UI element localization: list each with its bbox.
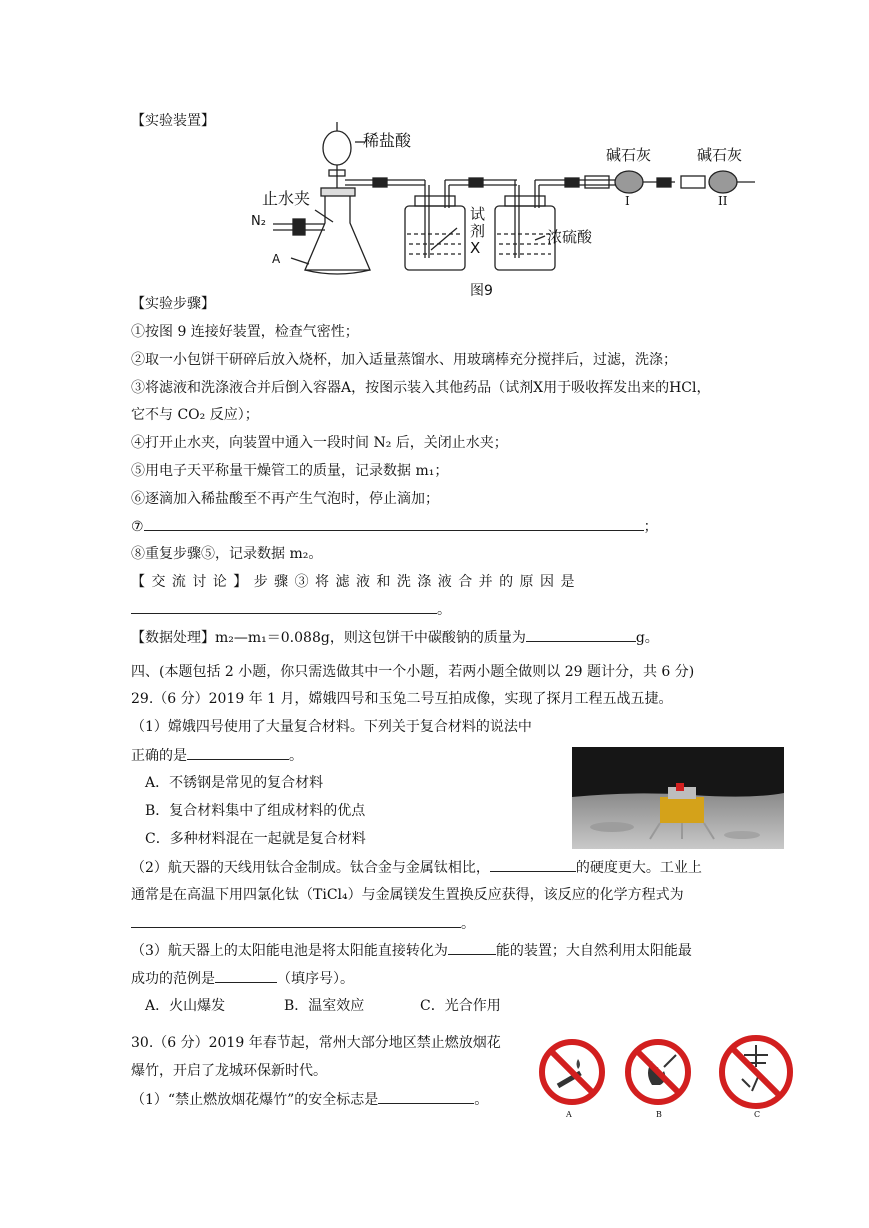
q29-option-a: A．不锈钢是常见的复合材料	[145, 775, 324, 791]
label-clamp: 止水夹	[262, 189, 311, 208]
lunar-lander-photo	[572, 747, 784, 849]
q29-3-line-1	[131, 940, 692, 961]
sign-label-b: B	[656, 1110, 662, 1119]
step-3: ③将滤液和洗涤液合并后倒入容器A，按图示装入其他药品（试剂X用于吸收挥发出来的HCl，	[131, 380, 711, 396]
steps-heading: 【实验步骤】	[131, 296, 215, 312]
no-fireworks-sign-icon	[716, 1033, 796, 1111]
discussion-answer-line	[131, 599, 451, 620]
q29-1-answer-line	[131, 745, 303, 766]
q29-3-blank-2[interactable]	[215, 968, 277, 983]
q29-3-text-d: （填序号）。	[277, 971, 354, 987]
q29-3-text-a: （3）航天器上的太阳能电池是将太阳能直接转化为	[131, 943, 448, 959]
q29-2-end: 。	[461, 916, 475, 932]
q29-3-option-c: C．光合作用	[420, 998, 501, 1014]
discussion-blank[interactable]	[131, 599, 437, 614]
q29-1-text: 正确的是	[131, 748, 187, 764]
discussion-end: 。	[437, 602, 451, 618]
sign-label-a: A	[566, 1110, 572, 1119]
discussion: 【 交 流 讨 论 】 步 骤 ③ 将 滤 液 和 洗 涤 液 合 并 的 原 因 是	[131, 574, 575, 590]
no-smoking-sign-icon	[538, 1037, 606, 1107]
q30-1-end: 。	[474, 1092, 489, 1108]
sign-label-c: C	[754, 1110, 761, 1119]
figure-caption: 图9	[470, 283, 493, 299]
q29-2-blank-1[interactable]	[490, 857, 576, 872]
label-tube-1: I	[625, 194, 630, 208]
label-soda-lime-1: 碱石灰	[606, 146, 652, 164]
label-tube-2: II	[718, 194, 728, 208]
q30-stem-1: 30.（6 分）2019 年春节起，常州大部分地区禁止燃放烟花	[131, 1035, 501, 1051]
q29-3-option-b: B．温室效应	[284, 998, 365, 1014]
data-processing	[131, 627, 659, 648]
data-processing-unit: g。	[635, 630, 659, 646]
label-flask-a: A	[272, 252, 281, 266]
q29-3-blank-1[interactable]	[448, 940, 496, 955]
q30-1	[131, 1089, 488, 1110]
q29-2-text-b: 的硬度更大。工业上	[575, 860, 702, 876]
label-soda-lime-2: 碱石灰	[697, 146, 743, 164]
step-6: ⑥逐滴加入稀盐酸至不再产生气泡时，停止滴加；	[131, 491, 439, 507]
step-7-suffix: ；	[643, 519, 658, 535]
label-conc-h2so4: 浓硫酸	[547, 228, 593, 246]
section-4-heading: 四、(本题包括 2 小题，你只需选做其中一个小题，若两小题全做则以 29 题计分，共 6 分)	[131, 664, 695, 680]
step-7	[131, 516, 658, 537]
step-1: ①按图 9 连接好装置，检查气密性；	[131, 324, 359, 340]
q30-stem-2: 爆竹，开启了龙城环保新时代。	[131, 1063, 327, 1079]
q30-1-text: （1）“禁止燃放烟花爆竹”的安全标志是	[131, 1092, 379, 1108]
q29-3-line-2	[131, 968, 354, 989]
q29-2-line-2: 通常是在高温下用四氯化钛（TiCl₄）与金属镁发生置换反应获得，该反应的化学方程式为	[131, 887, 684, 903]
q29-option-b: B．复合材料集中了组成材料的优点	[145, 803, 366, 819]
q29-1-blank[interactable]	[187, 745, 289, 760]
q29-stem: 29.（6 分）2019 年 1 月，嫦娥四号和玉兔二号互拍成像，实现了探月工程五战五捷。	[131, 691, 673, 707]
q29-3-text-c: 成功的范例是	[131, 971, 215, 987]
step-4: ④打开止水夹，向装置中通入一段时间 N₂ 后，关闭止水夹；	[131, 435, 508, 451]
q29-3-option-a: A．火山爆发	[145, 998, 226, 1014]
q29-1-stem: （1）嫦娥四号使用了大量复合材料。下列关于复合材料的说法中	[131, 719, 532, 735]
q29-2-line-3	[131, 913, 475, 934]
q29-2-line-1	[131, 857, 702, 878]
step-2: ②取一小包饼干研碎后放入烧杯，加入适量蒸馏水、用玻璃棒充分搅拌后，过滤，洗涤；	[131, 352, 677, 368]
step-5: ⑤用电子天平称量干燥管工的质量，记录数据 m₁；	[131, 463, 449, 479]
q29-1-end: 。	[289, 748, 303, 764]
label-n2: N₂	[251, 214, 266, 229]
q29-2-text-a: （2）航天器的天线用钛合金制成。钛合金与金属钛相比，	[131, 860, 490, 876]
step-3-cont: 它不与 CO₂ 反应）；	[131, 407, 259, 423]
step-7-blank[interactable]	[144, 516, 644, 531]
data-processing-blank[interactable]	[526, 627, 636, 642]
q30-1-blank[interactable]	[378, 1089, 474, 1104]
apparatus-heading: 【实验装置】	[131, 113, 215, 129]
label-dilute-hcl: 稀盐酸	[363, 131, 412, 150]
q29-2-equation-blank[interactable]	[131, 913, 461, 928]
label-reagent-x: 试剂X	[470, 205, 486, 257]
no-open-flame-sign-icon	[624, 1037, 692, 1107]
step-8: ⑧重复步骤⑤，记录数据 m₂。	[131, 546, 323, 562]
step-7-prefix: ⑦	[131, 519, 144, 535]
q29-option-c: C．多种材料混在一起就是复合材料	[145, 831, 366, 847]
data-processing-text: 【数据处理】m₂—m₁＝0.088g，则这包饼干中碳酸钠的质量为	[131, 630, 526, 646]
q29-3-text-b: 能的装置；大自然利用太阳能最	[495, 943, 692, 959]
